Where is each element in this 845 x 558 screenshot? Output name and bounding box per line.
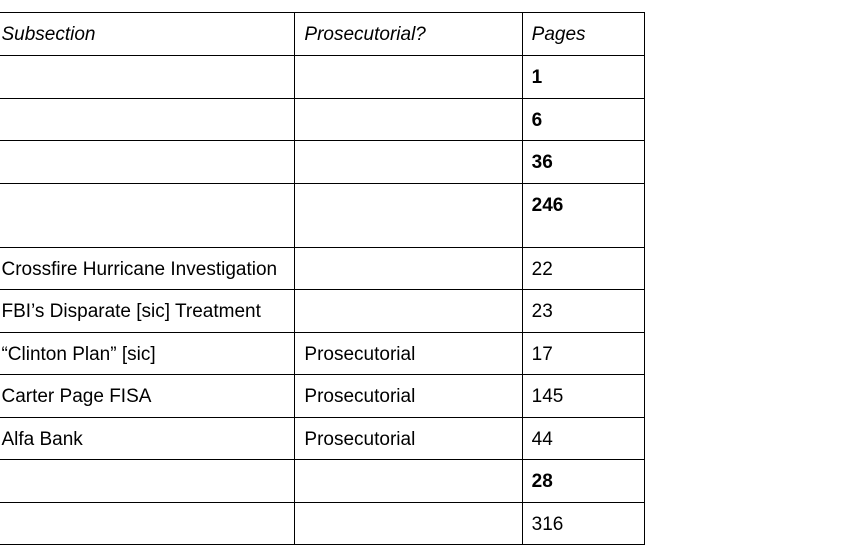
subsection-cell: FBI’s Disparate [sic] Treatment bbox=[0, 290, 295, 333]
subsection-cell bbox=[0, 56, 295, 99]
prosecutorial-cell bbox=[295, 247, 522, 290]
subsection-cell bbox=[0, 502, 295, 545]
subsection-cell: Crossfire Hurricane Investigation bbox=[0, 247, 295, 290]
prosecutorial-cell bbox=[295, 183, 522, 247]
prosecutorial-cell bbox=[295, 290, 522, 333]
subsection-cell bbox=[0, 98, 295, 141]
pages-cell: 316 bbox=[522, 502, 644, 545]
subsection-cell bbox=[0, 183, 295, 247]
subsection-cell bbox=[0, 460, 295, 503]
prosecutorial-cell bbox=[295, 98, 522, 141]
pages-cell: 28 bbox=[522, 460, 644, 503]
subsection-cell: Alfa Bank bbox=[0, 417, 295, 460]
table-row bbox=[0, 460, 645, 503]
table-header-row bbox=[0, 13, 645, 56]
pages-cell: 44 bbox=[522, 417, 644, 460]
pages-cell: 6 bbox=[522, 98, 644, 141]
subsection-cell bbox=[0, 141, 295, 184]
table-row bbox=[0, 375, 645, 418]
prosecutorial-cell bbox=[295, 502, 522, 545]
pages-cell: 17 bbox=[522, 332, 644, 375]
prosecutorial-cell bbox=[295, 141, 522, 184]
pages-cell: 1 bbox=[522, 56, 644, 99]
table-row bbox=[0, 290, 645, 333]
prosecutorial-cell: Prosecutorial bbox=[295, 332, 522, 375]
subsection-cell: “Clinton Plan” [sic] bbox=[0, 332, 295, 375]
header-subsection: Subsection bbox=[0, 13, 295, 56]
pages-cell: 246 bbox=[522, 183, 644, 247]
report-sections-table bbox=[0, 12, 645, 545]
pages-cell: 22 bbox=[522, 247, 644, 290]
table-row bbox=[0, 56, 645, 99]
table-row bbox=[0, 332, 645, 375]
header-prosecutorial: Prosecutorial? bbox=[295, 13, 522, 56]
prosecutorial-cell bbox=[295, 460, 522, 503]
subsection-cell: Carter Page FISA bbox=[0, 375, 295, 418]
table-row bbox=[0, 502, 645, 545]
prosecutorial-cell: Prosecutorial bbox=[295, 375, 522, 418]
pages-cell: 145 bbox=[522, 375, 644, 418]
prosecutorial-cell bbox=[295, 56, 522, 99]
table-row bbox=[0, 247, 645, 290]
prosecutorial-cell: Prosecutorial bbox=[295, 417, 522, 460]
pages-cell: 36 bbox=[522, 141, 644, 184]
table-row bbox=[0, 98, 645, 141]
pages-cell: 23 bbox=[522, 290, 644, 333]
table-row bbox=[0, 417, 645, 460]
header-pages: Pages bbox=[522, 13, 644, 56]
table-row bbox=[0, 183, 645, 247]
table-row bbox=[0, 141, 645, 184]
